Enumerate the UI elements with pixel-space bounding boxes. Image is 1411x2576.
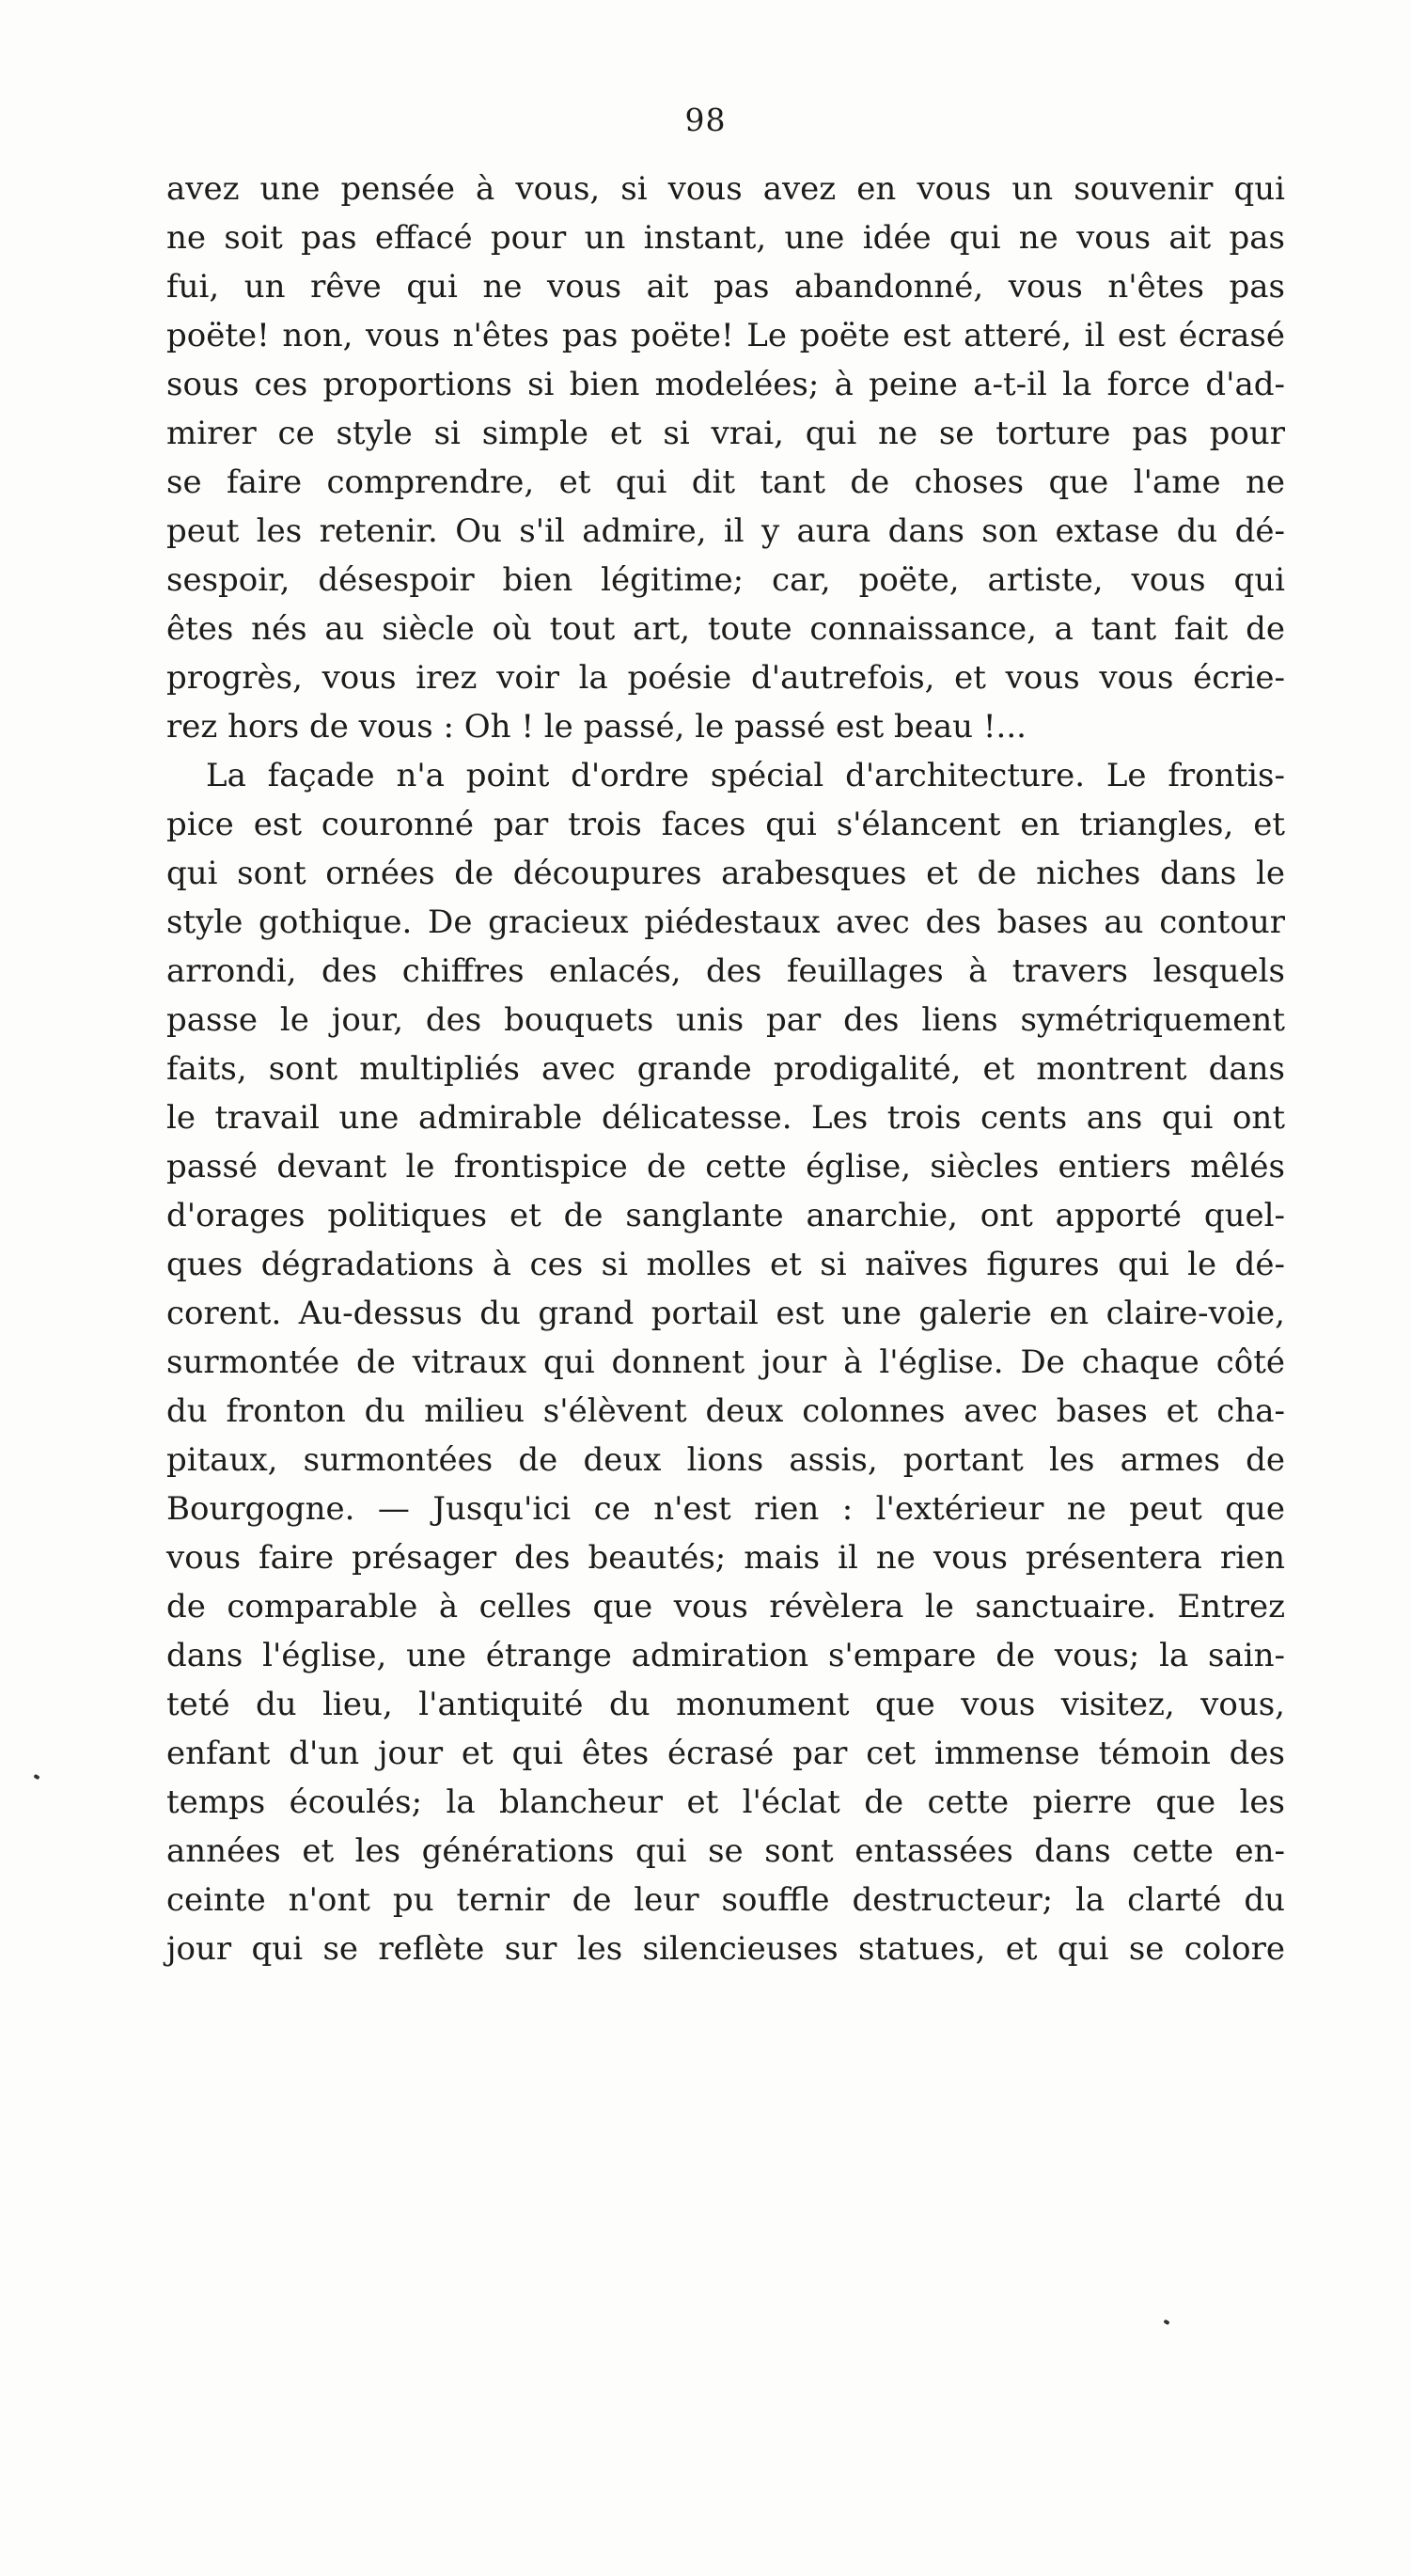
text-line: qui sont ornées de découpures arabesques et de niches dans le xyxy=(166,855,1285,892)
text-line: faits, sont multipliés avec grande prodigalité, et montrent dans xyxy=(166,1050,1285,1088)
text-line: jour qui se reflète sur les silencieuses statues, et qui se colore xyxy=(166,1930,1285,1968)
text-line: ceinte n'ont pu ternir de leur souffle destructeur; la clarté du xyxy=(166,1881,1285,1919)
text-line: d'orages politiques et de sanglante anarchie, ont apporté quel- xyxy=(166,1197,1285,1234)
text-line: temps écoulés; la blancheur et l'éclat de cette pierre que les xyxy=(166,1783,1285,1821)
text-line: corent. Au-dessus du grand portail est une galerie en claire-voie, xyxy=(166,1295,1285,1332)
text-line: mirer ce style si simple et si vrai, qui ne se torture pas pour xyxy=(166,415,1285,452)
text-line: enfant d'un jour et qui êtes écrasé par cet immense témoin des xyxy=(166,1735,1285,1772)
text-line: vous faire présager des beautés; mais il ne vous présentera rien xyxy=(166,1539,1285,1577)
text-line: Bourgogne. — Jusqu'ici ce n'est rien : l'extérieur ne peut que xyxy=(166,1490,1285,1528)
text-line: surmontée de vitraux qui donnent jour à l'église. De chaque côté xyxy=(166,1343,1285,1381)
text-line: se faire comprendre, et qui dit tant de choses que l'ame ne xyxy=(166,463,1285,501)
paragraph-last-line: rez hors de vous : Oh ! le passé, le passé est beau !... xyxy=(166,708,1027,746)
text-line: êtes nés au siècle où tout art, toute connaissance, a tant fait de xyxy=(166,610,1285,648)
text-line: le travail une admirable délicatesse. Les trois cents ans qui ont xyxy=(166,1099,1285,1137)
text-line: pitaux, surmontées de deux lions assis, portant les armes de xyxy=(166,1441,1285,1479)
text-line: sespoir, désespoir bien légitime; car, poëte, artiste, vous qui xyxy=(166,561,1285,599)
text-line: progrès, vous irez voir la poésie d'autrefois, et vous vous écrie- xyxy=(166,659,1285,697)
text-line: pice est couronné par trois faces qui s'élancent en triangles, et xyxy=(166,806,1285,843)
text-line: peut les retenir. Ou s'il admire, il y aura dans son extase du dé- xyxy=(166,512,1285,550)
text-line: poëte! non, vous n'êtes pas poëte! Le poëte est atteré, il est écrasé xyxy=(166,317,1285,354)
ink-speck xyxy=(1163,2319,1169,2325)
text-line: avez une pensée à vous, si vous avez en vous un souvenir qui xyxy=(166,170,1285,208)
paragraph-first-line: La façade n'a point d'ordre spécial d'architecture. Le frontis- xyxy=(206,757,1285,794)
text-line: sous ces proportions si bien modelées; à peine a-t-il la force d'ad- xyxy=(166,366,1285,403)
text-line: dans l'église, une étrange admiration s'empare de vous; la sain- xyxy=(166,1637,1285,1674)
body-text xyxy=(166,165,1285,1973)
ink-speck xyxy=(33,1774,39,1780)
text-line: passé devant le frontispice de cette église, siècles entiers mêlés xyxy=(166,1148,1285,1186)
text-line: ques dégradations à ces si molles et si naïves figures qui le dé- xyxy=(166,1246,1285,1283)
text-line: arrondi, des chiffres enlacés, des feuillages à travers lesquels xyxy=(166,952,1285,990)
text-line: années et les générations qui se sont entassées dans cette en- xyxy=(166,1832,1285,1870)
text-line: du fronton du milieu s'élèvent deux colonnes avec bases et cha- xyxy=(166,1392,1285,1430)
text-line: style gothique. De gracieux piédestaux avec des bases au contour xyxy=(166,903,1285,941)
text-line: teté du lieu, l'antiquité du monument que vous visitez, vous, xyxy=(166,1686,1285,1723)
text-line: passe le jour, des bouquets unis par des liens symétriquement xyxy=(166,1001,1285,1039)
text-line: fui, un rêve qui ne vous ait pas abandonné, vous n'êtes pas xyxy=(166,268,1285,306)
text-line: de comparable à celles que vous révèlera le sanctuaire. Entrez xyxy=(166,1588,1285,1626)
page-number: 98 xyxy=(684,102,727,138)
text-line: ne soit pas effacé pour un instant, une idée qui ne vous ait pas xyxy=(166,219,1285,257)
